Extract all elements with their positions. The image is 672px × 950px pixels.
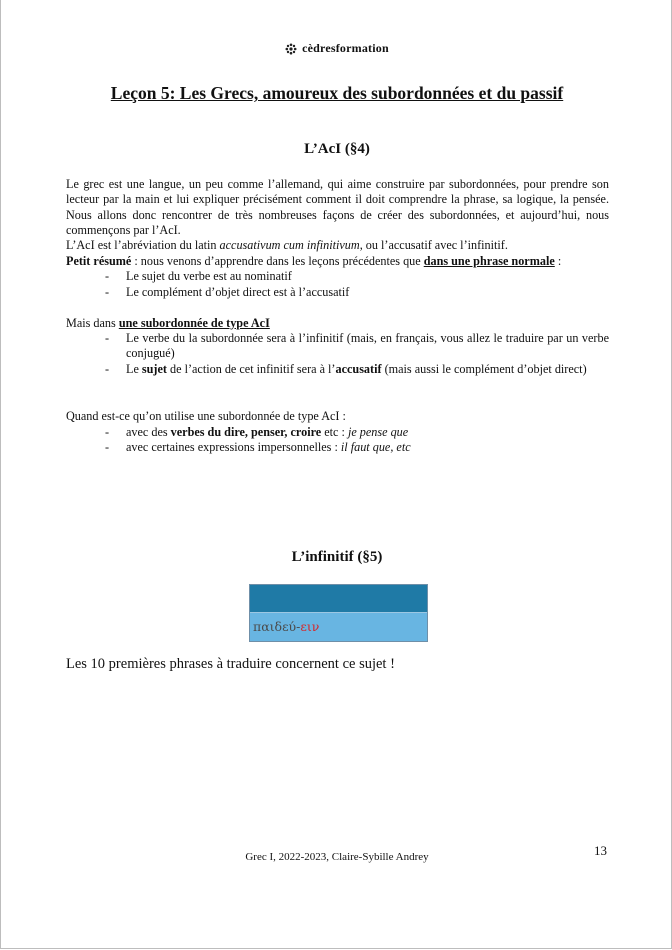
normal-item-1: Le sujet du verbe est au nominatif [126,269,292,283]
aci-item-2: Le sujet de l’action de cet infinitif sera à l’accusatif (mais aussi le complément d’objet direct) [126,362,587,376]
definition-suffix: , ou l’accusatif avec l’infinitif. [359,238,508,252]
greek-table-cell [250,612,427,641]
mais-underlined: une subordonnée de type AcI [118,316,270,330]
definition-line [66,238,609,253]
aci-item-1: Le verbe du la subordonnée sera à l’infinitif (mais, en français, vous allez le traduire par un verbe conjugué) [126,331,609,361]
definition-latin: accusativum cum infinitivum [219,238,360,252]
intro-paragraph: Le grec est une langue, un peu comme l’allemand, qui aime construire par subordonnées, pour prendre son lecteur par la main et lui expliquer précisément comment il doit comprendre la phrase, sa logique, la pensée. Nous allons donc rencontrer de très nombreuses façons de créer des subordonnées, et aujourd’hui, nous commençons par l’AcI. [66,177,609,237]
brand-logo [1,41,672,56]
phrases-note: Les 10 premières phrases à traduire concernent ce sujet ! [66,656,395,672]
resume-line [66,254,609,269]
mais-line [66,316,609,331]
use-item-2: avec certaines expressions impersonnelles : il faut que, etc [126,440,411,454]
resume-end: : [554,254,562,268]
greek-ending: ειν [300,619,320,634]
definition-prefix: L’AcI est l’abréviation du latin [66,238,220,252]
use-item-1: avec des verbes du dire, penser, croire etc : je pense que [126,425,409,439]
lesson-title: Leçon 5: Les Grecs, amoureux des subordonnées et du passif [110,83,564,103]
quand-line: Quand est-ce qu’on utilise une subordonnée de type AcI : [66,409,346,423]
greek-table-header [250,585,427,612]
greek-table [249,584,428,642]
brand-name: cèdresformation [302,41,389,55]
resume-label: Petit résumé [66,254,132,268]
resume-underlined: dans une phrase normale [423,254,555,268]
resume-text: : nous venons d’apprendre dans les leçons précédentes que [131,254,424,268]
section-title-infinitif: L’infinitif (§5) [291,549,383,565]
section-title-aci: L’AcI (§4) [304,141,370,157]
greek-stem: παιδεύ- [253,619,301,634]
document-page: cèdresformation Leçon 5: Les Grecs, amoureux des subordonnées et du passif L’AcI (§4) Le grec est une langue, un peu comme l’allemand, qui aime construire par subordonnées, pour prendre son lecteur par la main et lui expliquer précisément comment il doit comprendre la phrase, sa logique, la pensée. Nous allons donc rencontrer de très nombreuses façons de créer des subordonnées, et aujourd’hui, nous commençons par l’AcI. L’AcI est l’abréviation du latin accusativum cum infinitivum, ou l’accusatif avec l’infinitif. Petit résumé : nous venons d’apprendre dans les leçons précédentes que dans une phrase normale : - Le sujet du verbe est au nominatif - Le complément d’objet direct est à l’accusatif Mais dans une subordonnée de type AcI - Le verbe du la subordonnée sera à l’infinitif (mais, en français, vous allez le traduire par un verbe conjugué) - Le sujet de l’action de cet infinitif sera à l’accusatif (mais aussi le complément d’objet direct) Quand est-ce qu’on utilise une subordonnée de type AcI : - avec des verbes du dire, penser, croire etc : je pense que - avec certaines expressions impersonnelles : il faut que, etc L’infinitif (§5) παιδεύ-ειν Les 10 premières phrases à traduire concernent ce sujet ! Grec I, 2022-2023, Claire-Sybille Andrey 13 [0,0,672,949]
footer-text: Grec I, 2022-2023, Claire-Sybille Andrey [245,851,429,863]
flower-icon [285,43,297,55]
normal-item-2: Le complément d’objet direct est à l’accusatif [126,285,350,299]
page-number: 13 [594,843,607,858]
mais-prefix: Mais dans [66,316,119,330]
